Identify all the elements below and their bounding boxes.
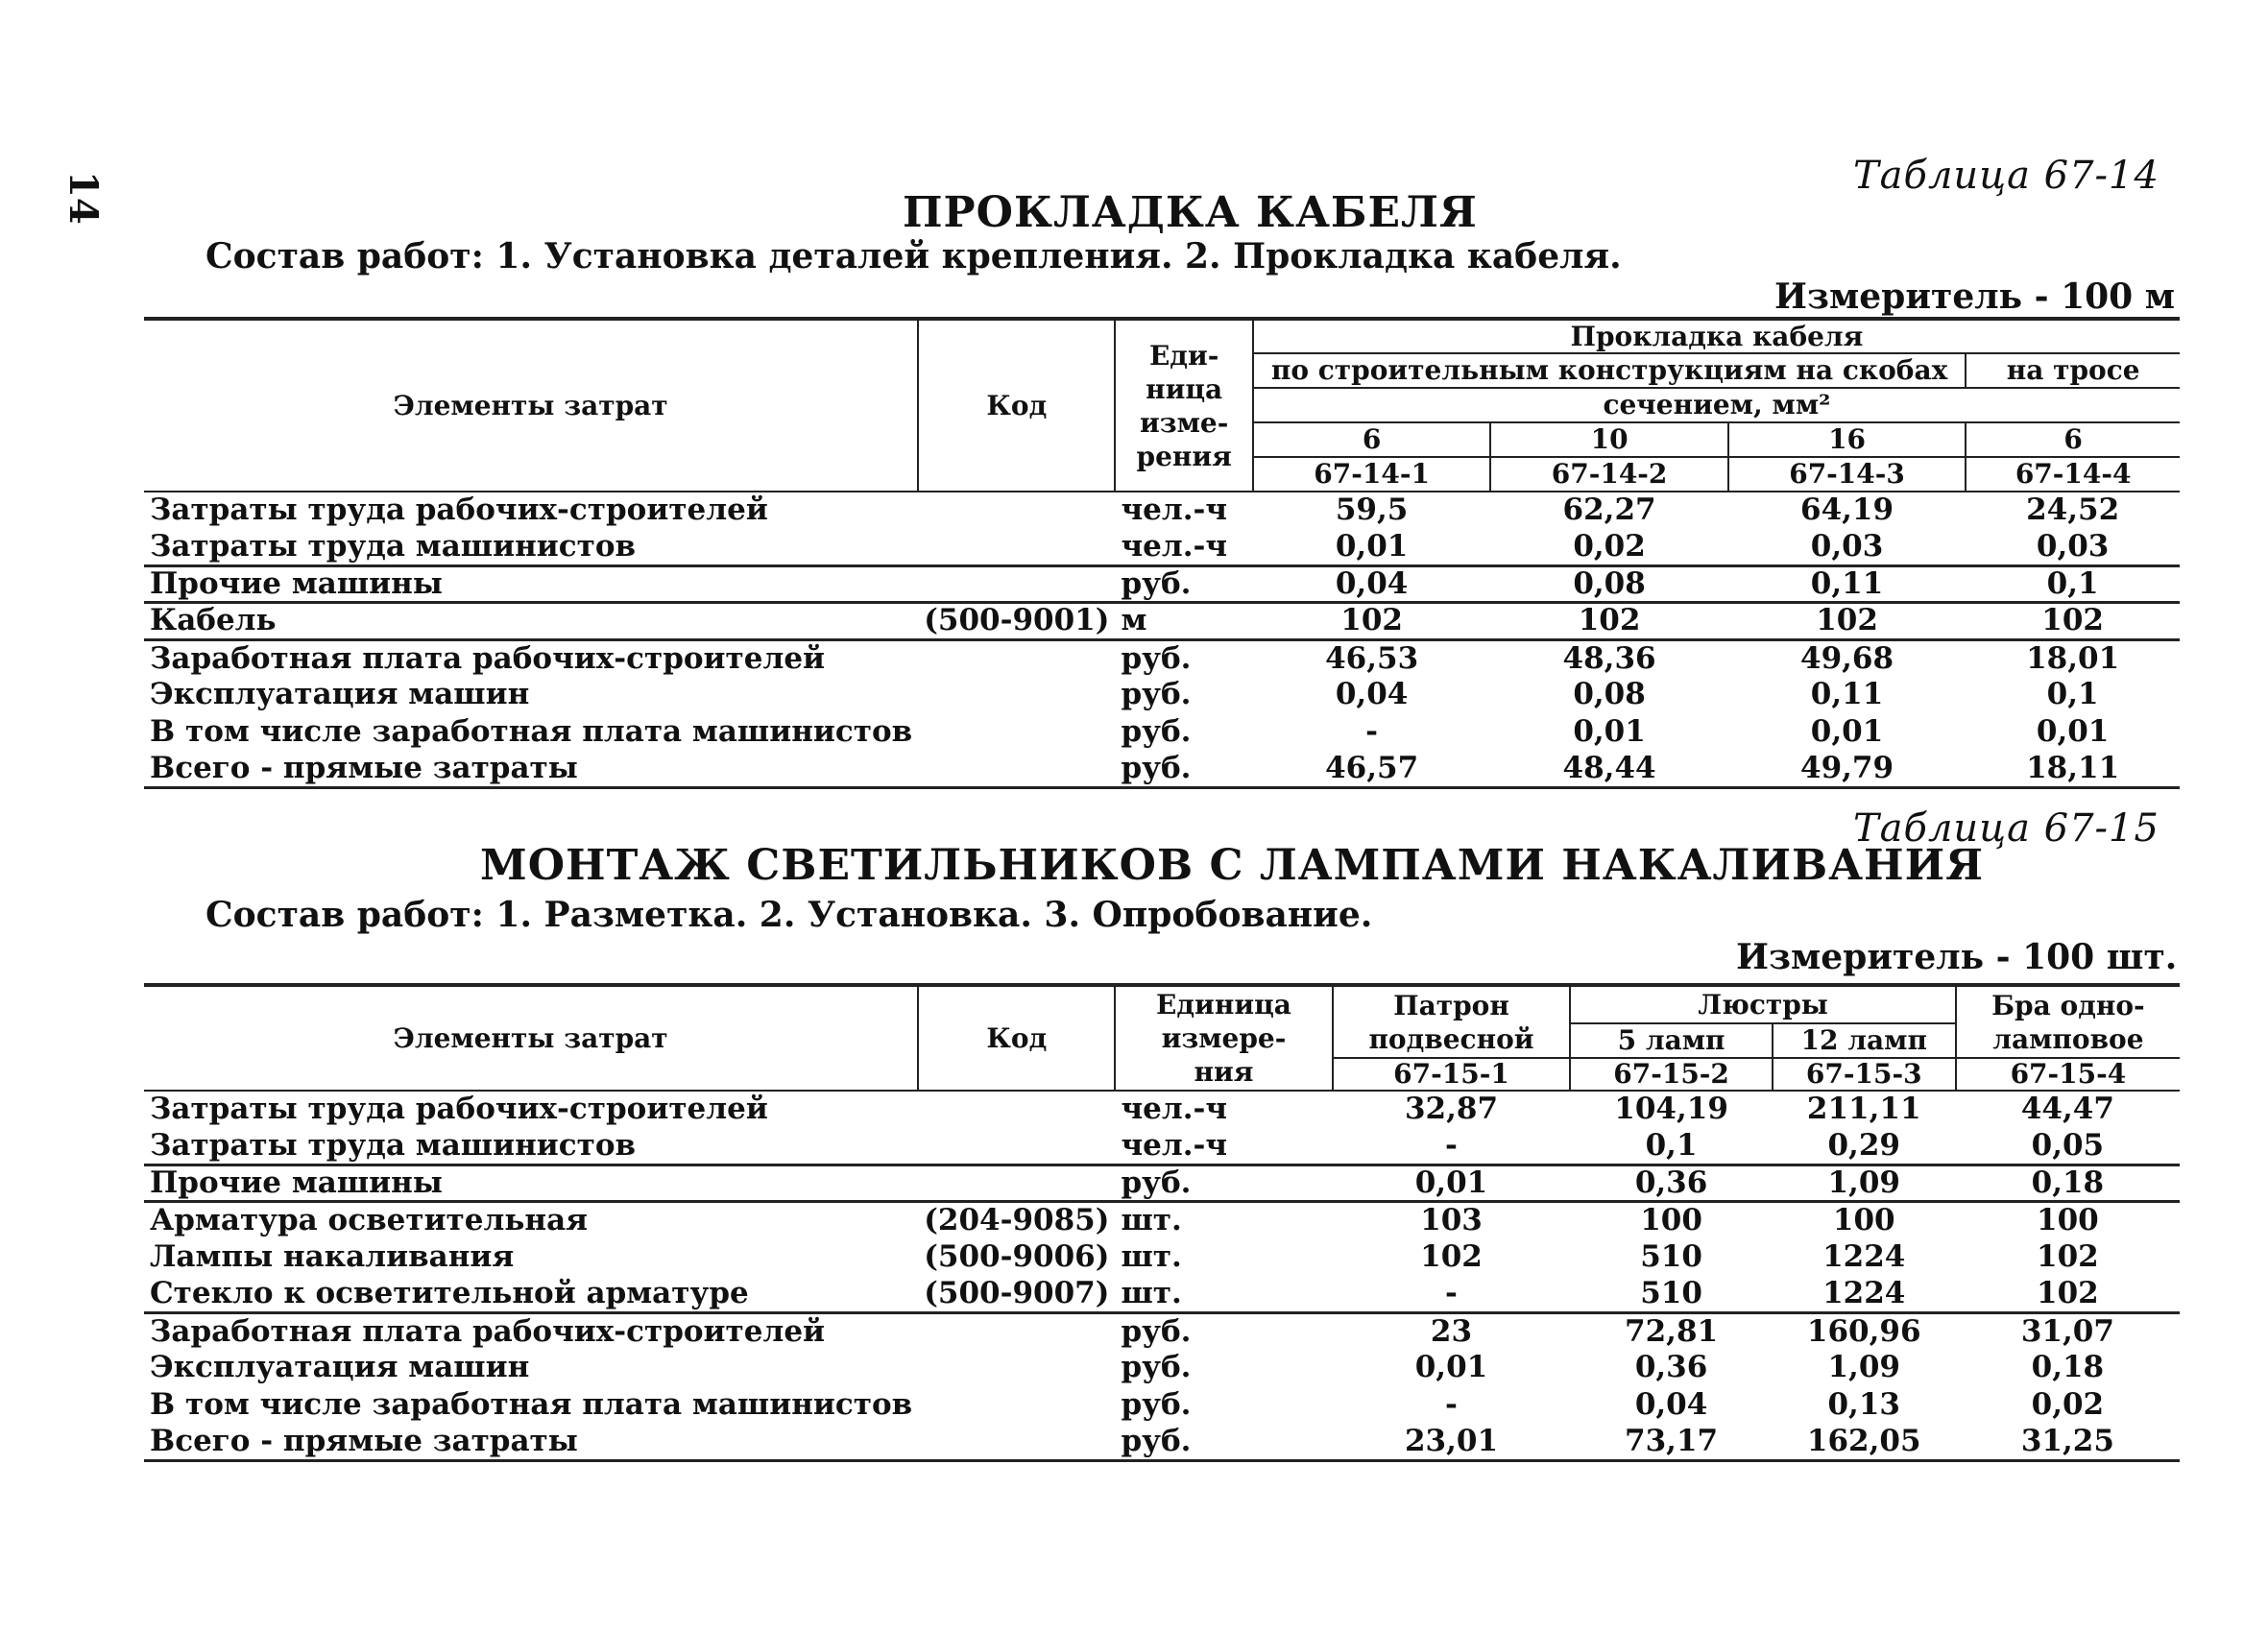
table-row: [144, 603, 2180, 640]
row-value: 64,19: [1800, 492, 1894, 528]
table2-column-code: 67-15-4: [1956, 1058, 2180, 1091]
row-value: -: [1333, 1276, 1571, 1313]
row-code: [918, 529, 1115, 566]
row-code: [918, 751, 1115, 788]
row-value: 1,09: [1773, 1165, 1956, 1202]
table1-column-code: 67-14-3: [1728, 457, 1966, 492]
row-value: 0,08: [1573, 677, 1646, 712]
row-code: [918, 1128, 1115, 1165]
table1-column-code: 67-14-4: [1966, 457, 2180, 492]
row-value: 1,09: [1827, 1350, 1900, 1385]
table2-column-code: 67-15-3: [1773, 1058, 1956, 1091]
row-code: (500-9007): [918, 1276, 1115, 1313]
row-value: 510: [1570, 1276, 1772, 1313]
row-name: Заработная плата рабочих-строителей: [150, 640, 826, 676]
row-unit: шт.: [1121, 1203, 1182, 1237]
table1-unit-line: рения: [1136, 440, 1232, 472]
row-value: 0,04: [1335, 677, 1409, 712]
table2-header-unit: [1115, 985, 1332, 1091]
row-value: 0,03: [1966, 529, 2180, 566]
row-value: 23,01: [1333, 1424, 1571, 1461]
row-value: 49,68: [1800, 640, 1894, 676]
row-value: 0,01: [1333, 1165, 1571, 1202]
table-row: [144, 677, 2180, 714]
table2-composition: Состав работ: 1. Разметка. 2. Установка. 3. Опробование.: [205, 895, 1373, 935]
row-value: 102: [2037, 1238, 2099, 1274]
table2: [144, 983, 2180, 1462]
row-code: [918, 1091, 1115, 1128]
row-name: Затраты труда рабочих-строителей: [150, 1092, 768, 1127]
row-value: 0,36: [1570, 1165, 1772, 1202]
table1-body: [144, 492, 2180, 787]
table1-composition: Состав работ: 1. Установка деталей крепления. 2. Прокладка кабеля.: [205, 236, 1622, 276]
row-name: Эксплуатация машин: [150, 677, 530, 712]
table1-header-code: Код: [918, 319, 1115, 492]
row-value: 0,1: [1570, 1128, 1772, 1165]
row-name: Затраты труда машинистов: [144, 529, 918, 566]
row-value: 1224: [1822, 1238, 1906, 1274]
row-value: 46,57: [1253, 751, 1490, 788]
table2-header-elements: Элементы затрат: [144, 985, 918, 1091]
row-name: Эксплуатация машин: [150, 1350, 530, 1385]
table1-label: Таблица 67-14: [1853, 154, 2159, 198]
table2-col4-line: Бра одно-: [1991, 989, 2145, 1021]
row-name: Всего - прямые затраты: [144, 1424, 918, 1461]
row-unit: руб.: [1121, 640, 1192, 676]
table1-header-sub1: по строительным конструкциям на скобах: [1253, 353, 1966, 388]
row-value: 0,13: [1827, 1386, 1900, 1422]
row-value: 24,52: [2026, 492, 2120, 528]
row-name: Арматура осветительная: [150, 1203, 589, 1237]
row-value: 62,27: [1562, 492, 1656, 528]
table-row: [144, 751, 2180, 788]
table-row: [144, 1424, 2180, 1461]
table-row: [144, 1312, 2180, 1350]
row-code: [918, 677, 1115, 714]
table-row: [144, 1202, 2180, 1239]
table2-header-col1: [1333, 985, 1571, 1058]
row-code: [918, 565, 1115, 603]
row-value: 102: [1966, 603, 2180, 640]
row-code: [918, 1350, 1115, 1387]
table-row: [144, 1238, 2180, 1276]
row-value: 102: [1490, 603, 1727, 640]
row-value: 0,11: [1728, 565, 1966, 603]
row-unit: руб.: [1121, 1313, 1192, 1349]
row-value: 102: [1956, 1276, 2180, 1313]
row-code: [918, 1165, 1115, 1202]
row-value: 0,18: [2031, 1350, 2105, 1385]
row-name: Затраты труда рабочих-строителей: [150, 492, 768, 528]
row-value: 0,18: [1956, 1165, 2180, 1202]
row-unit: руб.: [1115, 1424, 1332, 1461]
row-unit: чел.-ч: [1121, 1092, 1228, 1127]
row-value: 48,36: [1562, 640, 1656, 676]
row-name: Стекло к осветительной арматуре: [144, 1276, 918, 1313]
row-code: [918, 1312, 1115, 1350]
row-unit: чел.-ч: [1115, 529, 1252, 566]
row-value: 49,79: [1728, 751, 1966, 788]
page-number: 14: [60, 171, 106, 225]
table2-header-code: Код: [918, 985, 1115, 1091]
table-row: [144, 713, 2180, 751]
table1-column-code: 67-14-1: [1253, 457, 1490, 492]
row-value: 0,01: [1253, 529, 1490, 566]
table1-header-sub2: на тросе: [1966, 353, 2180, 388]
row-value: 0,08: [1490, 565, 1727, 603]
row-value: 73,17: [1570, 1424, 1772, 1461]
row-value: -: [1365, 713, 1379, 749]
row-value: 102: [1420, 1238, 1483, 1274]
row-name: В том числе заработная плата машинистов: [150, 1386, 913, 1422]
row-name: Прочие машины: [144, 1165, 918, 1202]
row-unit: руб.: [1121, 713, 1192, 749]
table2-header-col4: [1956, 985, 2180, 1058]
row-unit: шт.: [1115, 1276, 1332, 1313]
row-value: 160,96: [1806, 1313, 1921, 1349]
row-name: В том числе заработная плата машинистов: [150, 713, 913, 749]
table-row: [144, 565, 2180, 603]
row-value: 32,87: [1404, 1092, 1499, 1127]
row-code: [918, 1386, 1115, 1424]
table2-col4-line: ламповое: [1992, 1022, 2144, 1055]
row-unit: шт.: [1121, 1238, 1182, 1274]
row-name: Прочие машины: [144, 565, 918, 603]
row-code: [918, 639, 1115, 677]
row-value: 48,44: [1490, 751, 1727, 788]
table-row: [144, 1128, 2180, 1165]
table-row: [144, 1386, 2180, 1424]
table1-header-unit: [1115, 319, 1252, 492]
row-value: 18,01: [2026, 640, 2120, 676]
row-value: 46,53: [1325, 640, 1419, 676]
row-value: 104,19: [1614, 1092, 1728, 1127]
row-name: Всего - прямые затраты: [144, 751, 918, 788]
row-unit: руб.: [1121, 1350, 1192, 1385]
table1-unit-line: Еди-: [1148, 339, 1219, 372]
table2-column-code: 67-15-1: [1333, 1058, 1571, 1091]
table2-col1-line: подвесной: [1368, 1022, 1534, 1055]
row-value: 0,36: [1634, 1350, 1708, 1385]
row-value: 0,01: [1573, 713, 1646, 749]
table2-col1-line: Патрон: [1393, 989, 1509, 1021]
row-value: -: [1333, 1128, 1571, 1165]
table2-title: МОНТАЖ СВЕТИЛЬНИКОВ С ЛАМПАМИ НАКАЛИВАНИЯ: [480, 841, 1985, 890]
table1-measure: Измеритель - 100 м: [1774, 276, 2176, 317]
row-value: 0,04: [1253, 565, 1490, 603]
row-value: 0,04: [1634, 1386, 1708, 1422]
table-row: [144, 1165, 2180, 1202]
row-value: 100: [1832, 1203, 1895, 1237]
table2-unit-line: Единица: [1156, 989, 1291, 1021]
row-code: (204-9085): [924, 1203, 1110, 1237]
row-name: Затраты труда машинистов: [144, 1128, 918, 1165]
row-name: Заработная плата рабочих-строителей: [150, 1313, 826, 1349]
table2-header-sub1: 5 ламп: [1570, 1023, 1772, 1058]
row-unit: руб.: [1115, 751, 1252, 788]
row-value: 0,02: [1490, 529, 1727, 566]
table2-column-code: 67-15-2: [1570, 1058, 1772, 1091]
table1-section-value: 6: [1253, 422, 1490, 457]
row-value: -: [1445, 1386, 1458, 1422]
row-value: 31,07: [2020, 1313, 2114, 1349]
row-value: 0,02: [2031, 1386, 2105, 1422]
row-code: (500-9006): [924, 1238, 1110, 1274]
row-unit: руб.: [1121, 677, 1192, 712]
row-value: 44,47: [2020, 1092, 2114, 1127]
row-code: [918, 1424, 1115, 1461]
row-unit: чел.-ч: [1115, 1128, 1332, 1165]
row-unit: чел.-ч: [1121, 492, 1228, 528]
row-value: 0,01: [2036, 713, 2110, 749]
row-value: 1224: [1773, 1276, 1956, 1313]
row-value: 0,1: [1966, 565, 2180, 603]
row-value: 510: [1640, 1238, 1702, 1274]
row-code: [918, 713, 1115, 751]
table2-header-group: Люстры: [1570, 985, 1955, 1023]
table2-body: [144, 1091, 2180, 1460]
table1-header-group: Прокладка кабеля: [1253, 319, 2180, 353]
row-value: 18,11: [1966, 751, 2180, 788]
row-value: 0,1: [2046, 677, 2099, 712]
row-value: 31,25: [1956, 1424, 2180, 1461]
table1-header-section: сечением, мм²: [1253, 388, 2180, 422]
row-value: 0,11: [1810, 677, 1884, 712]
table1-column-code: 67-14-2: [1490, 457, 1727, 492]
table1-section-value: 10: [1490, 422, 1727, 457]
row-value: 100: [1640, 1203, 1702, 1237]
row-unit: м: [1115, 603, 1252, 640]
row-value: 0,03: [1728, 529, 1966, 566]
table2-unit-line: измере-: [1161, 1022, 1287, 1054]
table-row: [144, 1276, 2180, 1313]
table2-measure: Измеритель - 100 шт.: [1736, 937, 2178, 977]
row-name: Кабель: [144, 603, 918, 640]
table-row: [144, 1350, 2180, 1387]
table1: [144, 317, 2180, 789]
table1-title: ПРОКЛАДКА КАБЕЛЯ: [903, 188, 1478, 237]
row-name: Лампы накаливания: [150, 1238, 515, 1274]
row-value: 0,01: [1810, 713, 1884, 749]
row-value: 162,05: [1773, 1424, 1956, 1461]
table2-header-sub2: 12 ламп: [1773, 1023, 1956, 1058]
row-value: 102: [1253, 603, 1490, 640]
row-value: 72,81: [1625, 1313, 1719, 1349]
row-value: 103: [1420, 1203, 1483, 1237]
row-value: 0,05: [1956, 1128, 2180, 1165]
row-value: 102: [1728, 603, 1966, 640]
table1-section-value: 16: [1728, 422, 1966, 457]
table1-section-value: 6: [1966, 422, 2180, 457]
row-value: 59,5: [1335, 492, 1409, 528]
table-row: [144, 492, 2180, 529]
table1-unit-line: ница: [1146, 372, 1223, 405]
row-code: (500-9001): [918, 603, 1115, 640]
table2-unit-line: ния: [1194, 1056, 1254, 1088]
table-row: [144, 529, 2180, 566]
row-value: 0,01: [1414, 1350, 1488, 1385]
row-value: 100: [2037, 1203, 2099, 1237]
table1-unit-line: изме-: [1139, 406, 1229, 439]
row-value: 23: [1430, 1313, 1473, 1349]
table-row: [144, 639, 2180, 677]
row-unit: руб.: [1115, 565, 1252, 603]
table2-label: Таблица 67-15: [1853, 806, 2159, 851]
table-row: [144, 1091, 2180, 1128]
row-code: [918, 492, 1115, 529]
table1-header-elements: Элементы затрат: [144, 319, 918, 492]
row-unit: руб.: [1115, 1165, 1332, 1202]
row-value: 0,29: [1773, 1128, 1956, 1165]
row-value: 211,11: [1806, 1092, 1921, 1127]
row-unit: руб.: [1121, 1386, 1192, 1422]
